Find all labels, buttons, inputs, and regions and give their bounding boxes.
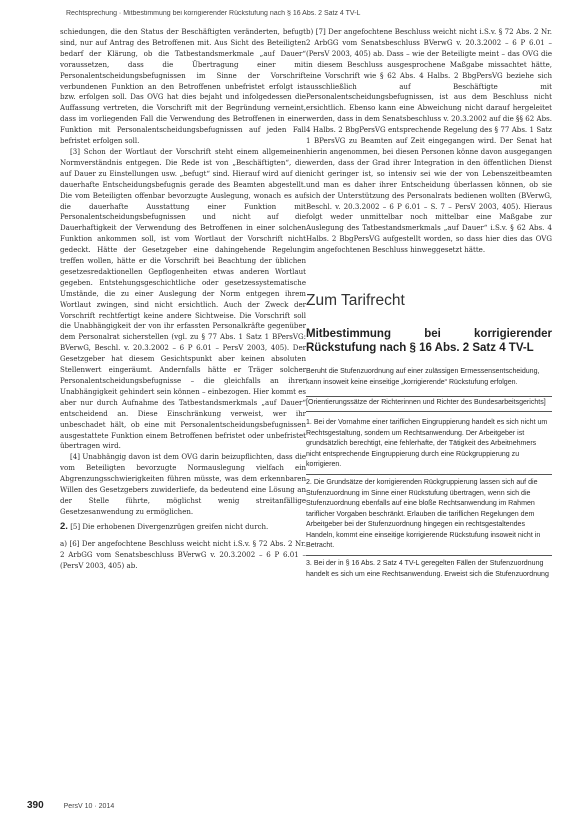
paragraph-number: [3] [70, 146, 80, 156]
guiding-principle: 2. Die Grundsätze der korrigierenden Rückgruppierung lassen sich auf die Stufenzuordnung im Sinne einer Rückstufung übertragen, wenn sich die Stufenzuordnung ebenfalls auf eine bloße Rechtsanwendung im Rahmen tariflicher Vorgaben beschränkt. Erlauben die tariflichen Regelungen dem Arbeitgeber bei der Stufenzuordnung hingegen ein rechtsgestaltendes Handeln, kommt eine einseitige korrigierende Rückstufung insoweit nicht in Betracht. [306, 475, 552, 556]
section-number: 2. [60, 520, 68, 532]
box-heading: [Orientierungssätze der Richterinnen und Richter des Bundesarbeitsgerichts] [306, 396, 552, 412]
paragraph [60, 147, 306, 452]
page-footer [27, 800, 114, 811]
paragraph: a) [6] Der angefochtene Beschluss weicht nicht i.S.v. § 72 Abs. 2 Nr. 2 ArbGG vom Senatsbeschluss BVerwG v. 20.3.2002 – 6 P 6.01 – (PersV 2003, 405) ab. [60, 538, 306, 570]
section-heading: Zum Tarifrecht [306, 292, 405, 310]
running-header: Rechtsprechung · Mitbestimmung bei korrigierender Rückstufung nach § 16 Abs. 2 Satz 4 TV-L [66, 10, 361, 17]
article-headline: Mitbestimmung bei korrigierender Rückstufung nach § 16 Abs. 2 Satz 4 TV-L [306, 328, 552, 354]
page-number: 390 [27, 800, 44, 811]
journal-issue: PersV 10 · 2014 [63, 803, 115, 810]
left-column [60, 27, 306, 571]
paragraph-text: Schon der Wortlaut der Vorschrift steht einem allgemeinen Normverständnis entgegen. Die Rede ist von „Beschäftigten“, die auf Dauer zu Einstellungen usw. „befugt“ sind. Hierauf wird auf die dauerhafte Entscheidungsbefugnis gerade des Beamten abgestellt. Die vom Beteiligten offenbar bevorzugte Auslegung, wonach es auf die dauerhafte Ausstattung einer Funktion mit Personalentscheidungsbefugnissen und nicht auf die Dauerhaftigkeit der Verwendung des Betroffenen in einer solchen Funktion ankommen soll, ist vom Wortlaut der Vorschrift nicht gedeckt. Hätte der Gesetzgeber eine dahingehende Regelung treffen wollen, hätte er die Vorschrift bei Beachtung der üblichen gesetzesredaktionellen Gepflogenheiten etwas anderen Wortlaut gegeben. Entstehungsgeschichtliche oder gesetzessystematische Umstände, die zu einer Auslegung der Norm entgegen ihrem Wortlaut zwingen, sind nicht ersichtlich. Auch der Zweck der Vorschrift rechtfertigt keine andere Sichtweise. Die Vorschrift soll die Unabhängigkeit der von ihr erfassten Personalkräfte gegenüber dem Personalrat sicherstellen (vgl. zu § 77 Abs. 1 Satz 1 BPersVG: BVerwG, Beschl. v. 20.3.2002 – 6 P 6.01 – PersV 2003, 405). Der Gesetzgeber hat diesem Gesichtspunkt aber keinen absoluten Stellenwert eingeräumt. Andernfalls hätte er Träger solcher Personalentscheidungsbefugnisse – die gleichfalls an ihrer Unabhängigkeit gehindert sein können – einbezogen. Hier kommt es aber nur durch Aufnahme des Tatbestandsmerkmals „auf Dauer“ entscheidend an. Diese Einschränkung verweist, wer ihr unbeschadet hält, ob eine mit Personalentscheidungsbefugnissen ausgestattete Funktion einem Betroffenen befristet oder unbefristet übertragen wird. [60, 146, 307, 451]
paragraph-text: [5] Die erhobenen Divergenzrügen greifen nicht durch. [70, 521, 269, 531]
paragraph-number: [4] [70, 452, 80, 462]
paragraph [60, 522, 306, 533]
paragraph: schiedungen, die den Status der Beschäftigten veränderten, befugt sind, nur auf Antrag des Betroffenen mit. Aus Sicht des Beteiligten bedarf der Klärung, ob die Tatbestandsmerkmale „auf Dauer“ voraussetzen, dass die Übertragung einer mit Personalentscheidungsbefugnissen im Sinne der Vorschrift verbundenen Funktion an den Betroffenen unbefristet erfolgt ist bzw. erfolgen soll. Das OVG hat dies bejaht und infolgedessen die Auffassung vertreten, die Vorschrift mit der Begründung verneint, dass im vorliegenden Fall die Verwendung des Betroffenen in einer Funktion mit Personalentscheidungsbefugnissen auf jeden Fall befristet erfolgen soll. [60, 27, 306, 146]
paragraph [60, 452, 306, 517]
paragraph-text: Unabhängig davon ist dem OVG darin beizupflichten, dass die vom Beteiligten bevorzugte Normauslegung vielfach ein Abgrenzungsschwierigkeiten führen müsste, was dem erkennbaren Willen des Gesetzgebers zuwiderliefe, da bedeutend eine Lösung an der Stelle führte, möglichst wenig streitanfällige Gesetzesanwendung zu ermöglichen. [60, 452, 306, 516]
lead-text: Beruht die Stufenzuordnung auf einer zulässigen Ermessensentscheidung, kann insoweit keine einseitige „korrigierende“ Rückstufung erfolgen. [306, 368, 540, 386]
paragraph: b) [7] Der angefochtene Beschluss weicht nicht i.S.v. § 72 Abs. 2 Nr. 2 ArbGG vom Senatsbeschluss BVerwG v. 20.3.2002 – 6 P 6.01 – (PersV 2003, 405) ab. Dass – wie der Beteiligte meint – das OVG die in diesem Beschluss ausgesprochene Maßgabe missachtet hätte, eine Vorschrift wie § 62 Abs. 4 Halbs. 2 BbgPersVG beziehe sich ausschließlich auf Beschäftigte mit Personalentscheidungsbefugnissen, ist aus dem Beschluss nicht ersichtlich. Ebenso kann eine Abweichung nicht darauf hergeleitet werden, dass in dem Senatsbeschluss v. 20.3.2002 auf die §§ 62 Abs. 4 Halbs. 2 BbgPersVG entsprechende Regelung des § 77 Abs. 1 Satz 1 BPersVG zu Beamten auf Zeit eingegangen wird. Der Senat hat hierin angenommen, bei diesen Personen könne davon ausgegangen werden, dass der Grad ihrer Integration in den öffentlichen Dienst nicht geringer ist, so intensiv sei wie der von Lebenszeitbeamten und man es daher ihrer Entscheidung überlassen können, ob sie sich der Unterstützung des Personalrats bedienen wollten (BVerwG, Beschl. v. 20.3.2002 – 6 P 6.01 – S. 7 – PersV 2003, 405). Hieraus folgt weder unmittelbar noch mittelbar eine Maßgabe zur Auslegung des Tatbestandsmerkmals „auf Dauer“ i.S.v. § 62 Abs. 4 Halbs. 2 BbgPersVG aufgestellt worden, so dass hier dies das OVG im angefochtenen Beschluss hinweggesetzt hätte. [306, 27, 552, 255]
guiding-principle: 3. Bei der in § 16 Abs. 2 Satz 4 TV-L geregelten Fällen der Stufenzuordnung handelt es sich um eine Rechtsanwendung. Erweist sich die Stufenzuordnung [306, 560, 549, 578]
right-column [306, 27, 552, 584]
guiding-principle: 1. Bei der Vornahme einer tariflichen Eingruppierung handelt es sich nicht um Rechtsgestaltung, sondern um Rechtsanwendung. Der Arbeitgeber ist grundsätzlich berechtigt, eine fehlerhafte, der Tätigkeit des Arbeitnehmers nicht entsprechende Eingruppierung durch eine Rückgruppierung zu korrigieren. [306, 415, 552, 475]
guiding-principles-box [306, 396, 552, 584]
